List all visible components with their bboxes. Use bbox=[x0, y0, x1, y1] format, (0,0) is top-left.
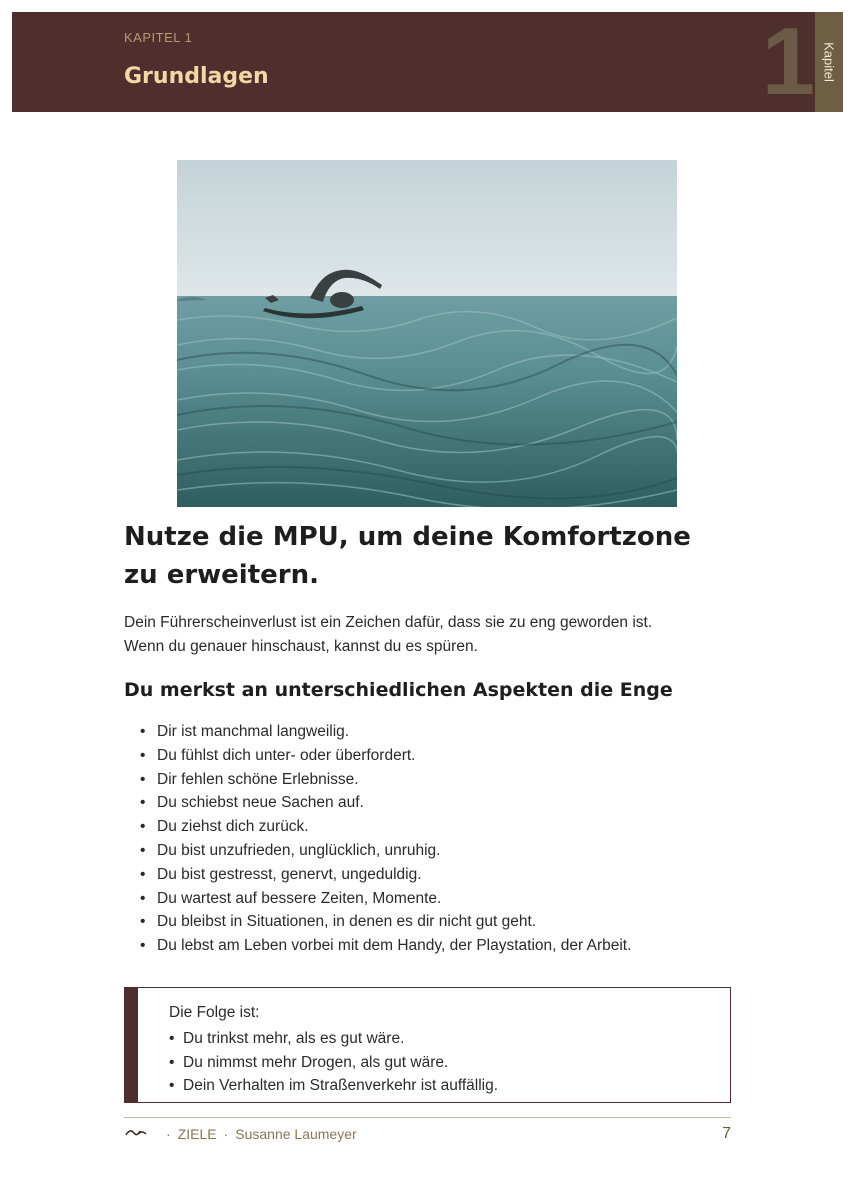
bullet: • bbox=[140, 746, 146, 764]
list-item bbox=[140, 815, 631, 839]
bullet: • bbox=[140, 913, 146, 931]
aspect-list bbox=[140, 720, 631, 958]
chapter-tab-label: Kapitel bbox=[821, 42, 837, 82]
list-item bbox=[169, 1027, 498, 1051]
sub-heading: Du merkst an unterschiedlichen Aspekten die Enge bbox=[124, 679, 673, 701]
list-item bbox=[140, 863, 631, 887]
list-item bbox=[169, 1051, 498, 1075]
chapter-number: 1 bbox=[761, 8, 815, 115]
list-item bbox=[140, 934, 631, 958]
bullet: • bbox=[140, 818, 146, 836]
list-item-text: Du ziehst dich zurück. bbox=[157, 818, 309, 836]
bullet: • bbox=[140, 723, 146, 740]
footer-text bbox=[166, 1126, 364, 1142]
chapter-label: KAPITEL 1 bbox=[124, 30, 193, 45]
footer-divider bbox=[124, 1117, 731, 1118]
bullet: • bbox=[140, 937, 146, 955]
page-footer bbox=[124, 1125, 731, 1145]
list-item-text: Dir ist manchmal langweilig. bbox=[157, 723, 350, 740]
signature-logo-icon bbox=[124, 1125, 148, 1144]
page-number: 7 bbox=[722, 1125, 731, 1142]
bullet: • bbox=[140, 889, 146, 907]
footer-author: Susanne Laumeyer bbox=[235, 1126, 357, 1142]
main-heading: Nutze die MPU, um deine Komfortzone zu erweitern. bbox=[124, 522, 691, 590]
callout-title: Die Folge ist: bbox=[169, 1004, 260, 1021]
footer-section: ZIELE bbox=[177, 1126, 217, 1142]
list-item-text: Du fühlst dich unter- oder überfordert. bbox=[157, 746, 416, 764]
list-item-text: Du lebst am Leben vorbei mit dem Handy, der Playstation, der Arbeit. bbox=[157, 937, 632, 955]
callout-accent-bar bbox=[125, 988, 138, 1102]
chapter-title: Grundlagen bbox=[124, 64, 269, 89]
list-item bbox=[140, 768, 631, 792]
bullet: • bbox=[140, 770, 146, 788]
list-item-text: Du wartest auf bessere Zeiten, Momente. bbox=[157, 889, 442, 907]
swimmer-in-sea-photo bbox=[177, 160, 677, 507]
list-item bbox=[140, 887, 631, 911]
list-item-text: Du nimmst mehr Drogen, als gut wäre. bbox=[183, 1053, 449, 1071]
list-item bbox=[140, 839, 631, 863]
bullet: • bbox=[169, 1030, 175, 1047]
bullet: • bbox=[169, 1077, 175, 1094]
list-item-text: Du bist unzufrieden, unglücklich, unruhig. bbox=[157, 841, 441, 859]
list-item bbox=[140, 791, 631, 815]
callout-list bbox=[169, 1027, 498, 1098]
list-item-text: Du trinkst mehr, als es gut wäre. bbox=[183, 1030, 405, 1047]
list-item bbox=[140, 910, 631, 934]
bullet: • bbox=[140, 865, 146, 883]
list-item bbox=[169, 1074, 498, 1098]
intro-paragraph: Dein Führerscheinverlust ist ein Zeichen dafür, dass sie zu eng geworden ist. Wenn du genauer hinschaust, kannst du es spüren. bbox=[124, 614, 653, 655]
footer-dot: · bbox=[223, 1126, 229, 1142]
list-item-text: Dein Verhalten im Straßenverkehr ist auffällig. bbox=[183, 1077, 499, 1094]
bullet: • bbox=[140, 841, 146, 859]
list-item bbox=[140, 744, 631, 768]
consequence-callout bbox=[124, 987, 731, 1103]
list-item-text: Du bleibst in Situationen, in denen es dir nicht gut geht. bbox=[157, 913, 537, 931]
bullet: • bbox=[169, 1053, 175, 1071]
list-item-text: Du bist gestresst, genervt, ungeduldig. bbox=[157, 865, 422, 883]
list-item-text: Du schiebst neue Sachen auf. bbox=[157, 794, 364, 812]
list-item-text: Dir fehlen schöne Erlebnisse. bbox=[157, 770, 359, 788]
list-item bbox=[140, 720, 631, 744]
bullet: • bbox=[140, 794, 146, 812]
chapter-tab bbox=[815, 12, 843, 112]
chapter-header bbox=[12, 8, 843, 115]
footer-dot: · bbox=[166, 1126, 171, 1142]
